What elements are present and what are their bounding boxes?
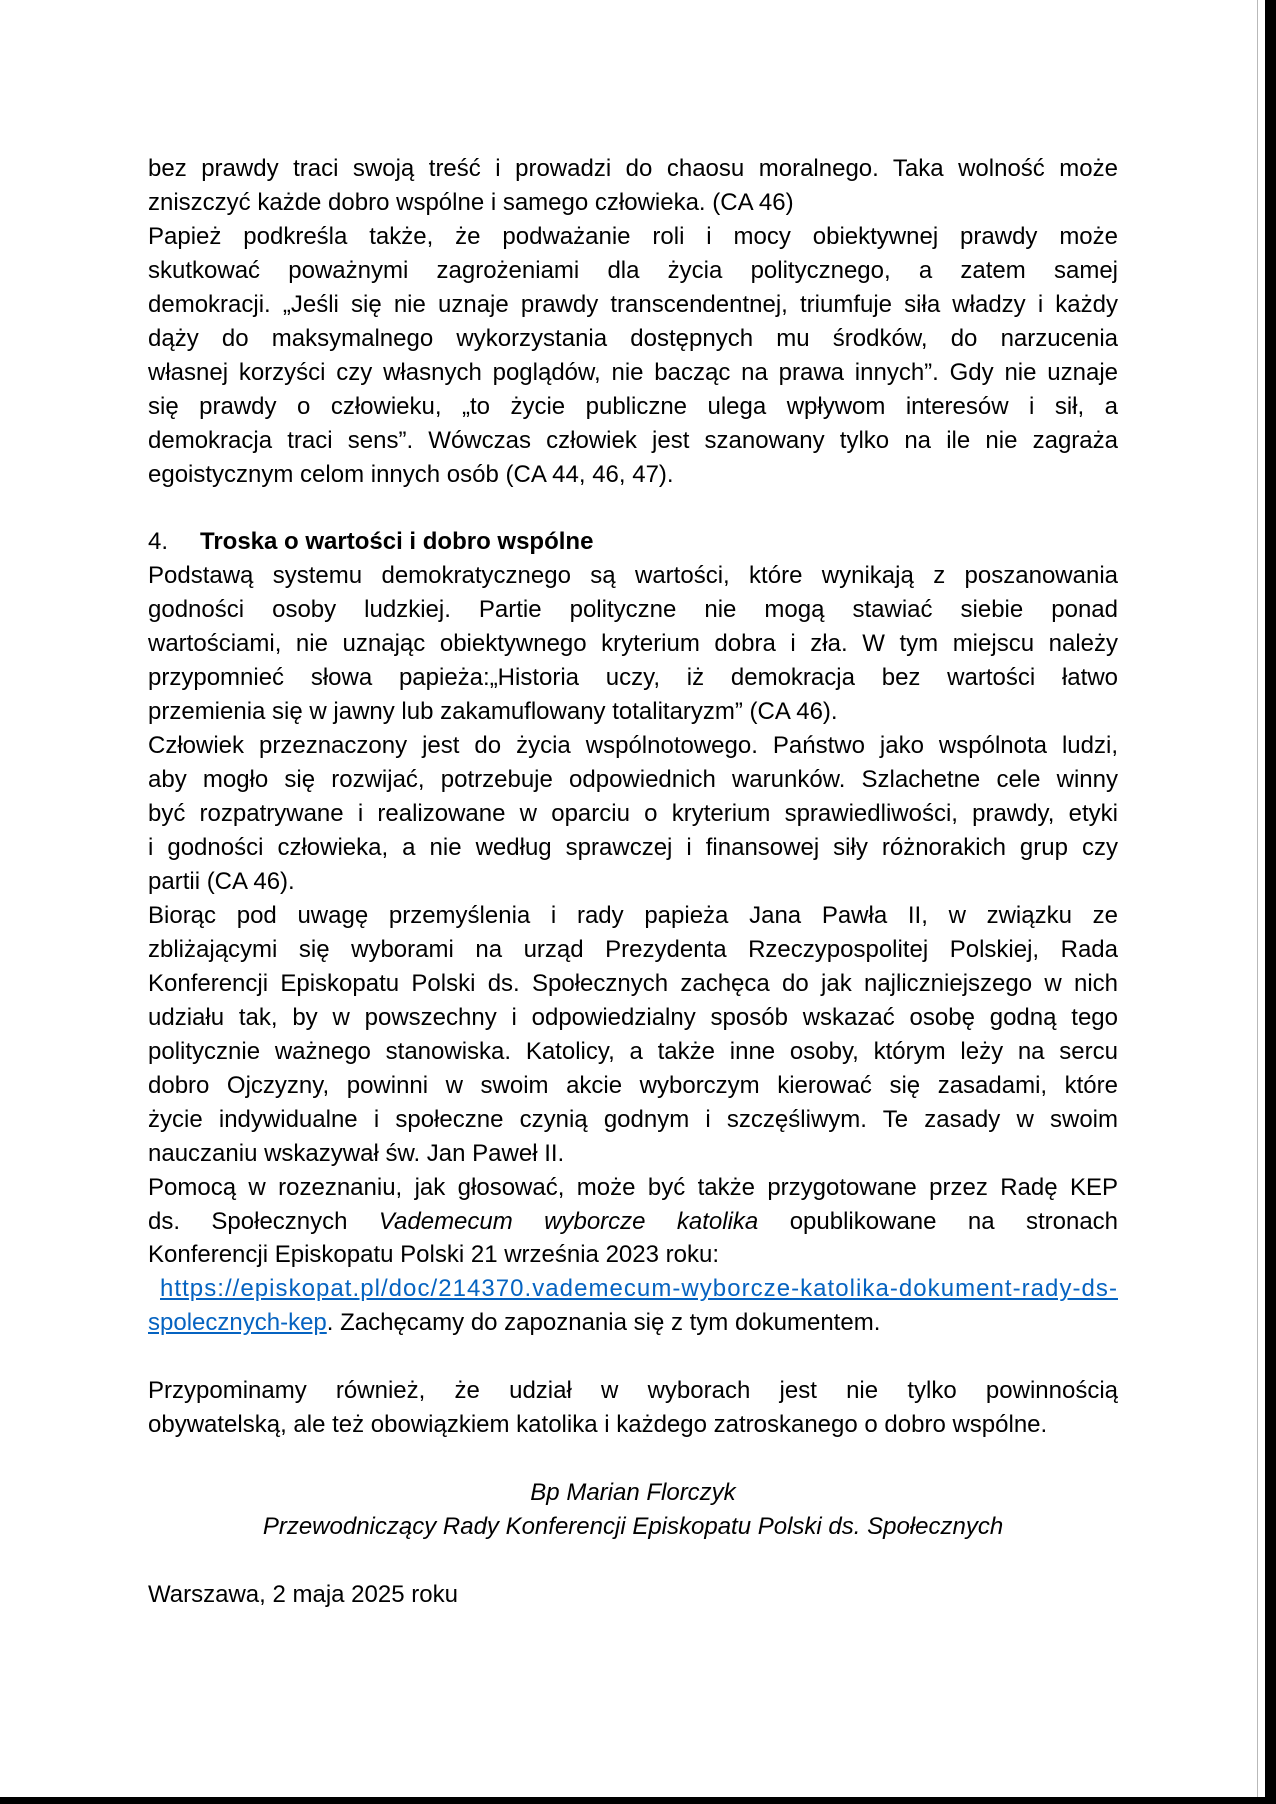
place-date: Warszawa, 2 maja 2025 roku <box>148 1580 458 1608</box>
text-segment: ds. Społecznych <box>148 1207 348 1235</box>
body-text-line: i godności człowieka, a nie według sprawczej i finansowej siły różnorakich grup czy <box>148 834 1118 862</box>
body-text-line: własnej korzyści czy własnych poglądów, nie bacząc na prawa innych”. Gdy nie uznaje <box>148 358 1118 386</box>
body-text-line: być rozpatrywane i realizowane w oparciu o kryterium sprawiedliwości, prawdy, etyki <box>148 800 1118 828</box>
blank-line <box>148 1442 1118 1476</box>
body-text-line: zniszczyć każde dobro wspólne i samego człowieka. (CA 46) <box>148 188 794 216</box>
section-heading <box>148 525 1118 559</box>
body-text-line: się prawdy o człowieku, „to życie publiczne ulega wpływom interesów i sił, a <box>148 392 1118 420</box>
body-text-line: Podstawą systemu demokratycznego są wartości, które wynikają z poszanowania <box>148 562 1118 590</box>
body-text-line: udziału tak, by w powszechny i odpowiedzialny sposób wskazać osobę godną tego <box>148 1003 1118 1031</box>
body-text-line <box>148 1306 1118 1340</box>
section-title: Troska o wartości i dobro wspólne <box>200 528 594 556</box>
body-text-line: Biorąc pod uwagę przemyślenia i rady papieża Jana Pawła II, w związku ze <box>148 901 1118 929</box>
body-text-line: bez prawdy traci swoją treść i prowadzi do chaosu moralnego. Taka wolność może <box>148 155 1118 182</box>
body-text-line: dąży do maksymalnego wykorzystania dostępnych mu środków, do narzucenia <box>148 324 1118 352</box>
document-title-italic: Vademecum wyborcze katolika <box>378 1207 759 1235</box>
signature-title: Przewodniczący Rady Konferencji Episkopatu Polski ds. Społecznych <box>262 1513 1004 1541</box>
body-text-line: godności osoby ludzkiej. Partie polityczne nie mogą stawiać siebie ponad <box>148 596 1118 624</box>
body-text-line: Człowiek przeznaczony jest do życia wspólnotowego. Państwo jako wspólnota ludzi, <box>148 732 1118 760</box>
body-text-line: życie indywidualne i społeczne czynią godnym i szczęśliwym. Te zasady w swoim <box>148 1105 1118 1133</box>
body-text-line: aby mogło się rozwijać, potrzebuje odpowiednich warunków. Szlachetne cele winny <box>148 766 1118 794</box>
body-text-line: skutkować poważnymi zagrożeniami dla życia politycznego, a zatem samej <box>148 256 1118 284</box>
body-text-line: Konferencji Episkopatu Polski 21 września 2023 roku: <box>148 1241 719 1269</box>
body-text-line: Papież podkreśla także, że podważanie roli i mocy obiektywnej prawdy może <box>148 222 1118 250</box>
blank-line <box>148 492 1118 526</box>
link-line-1 <box>148 1272 1118 1306</box>
page-shadow-line <box>1257 0 1258 1797</box>
body-text-line: partii (CA 46). <box>148 868 295 895</box>
body-text-line: zbliżającymi się wyborami na urząd Prezydenta Rzeczypospolitej Polskiej, Rada <box>148 935 1118 963</box>
blank-line <box>148 1340 1118 1374</box>
body-text-line: nauczaniu wskazywał św. Jan Paweł II. <box>148 1139 565 1167</box>
body-text-line <box>148 1205 1118 1239</box>
page-edge-bottom <box>0 1797 1276 1804</box>
page-edge-right <box>1265 0 1276 1804</box>
body-text-line: demokracji. „Jeśli się nie uznaje prawdy transcendentnej, triumfuje siła władzy i każdy <box>148 290 1118 318</box>
body-text-line: dobro Ojczyzny, powinni w swoim akcie wyborczym kierować się zasadami, które <box>148 1071 1118 1099</box>
body-text-line: egoistycznym celom innych osób (CA 44, 46, 47). <box>148 460 674 488</box>
body-text-line: Pomocą w rozeznaniu, jak głosować, może być także przygotowane przez Radę KEP <box>148 1173 1118 1201</box>
hyperlink[interactable]: https://episkopat.pl/doc/214370.vademecum-wyborcze-katolika-dokument-rady-ds- <box>160 1275 1118 1303</box>
section-number: 4. <box>148 528 169 556</box>
blank-line <box>148 1544 1118 1578</box>
signature-name: Bp Marian Florczyk <box>530 1479 736 1507</box>
body-text-line: przypomnieć słowa papieża:„Historia uczy, iż demokracja bez wartości łatwo <box>148 664 1118 692</box>
body-text-line: demokracja traci sens”. Wówczas człowiek jest szanowany tylko na ile nie zagraża <box>148 426 1118 454</box>
body-text-line: obywatelską, ale też obowiązkiem katolika i każdego zatroskanego o dobro wspólne. <box>148 1411 1048 1439</box>
document-body <box>148 152 1118 1612</box>
body-text-line: Konferencji Episkopatu Polski ds. Społecznych zachęca do jak najliczniejszego w nich <box>148 969 1118 997</box>
body-text-line: politycznie ważnego stanowiska. Katolicy, a także inne osoby, którym leży na sercu <box>148 1037 1118 1065</box>
body-text-line: Przypominamy również, że udział w wyborach jest nie tylko powinnością <box>148 1377 1118 1405</box>
body-text-line: przemienia się w jawny lub zakamuflowany totalitaryzm” (CA 46). <box>148 698 838 726</box>
body-text-line: wartościami, nie uznając obiektywnego kryterium dobra i zła. W tym miejscu należy <box>148 630 1118 658</box>
text-segment: opublikowane na stronach <box>789 1207 1119 1235</box>
hyperlink[interactable]: spolecznych-kep <box>148 1309 327 1337</box>
text-segment: . Zachęcamy do zapoznania się z tym dokumentem. <box>326 1309 881 1337</box>
